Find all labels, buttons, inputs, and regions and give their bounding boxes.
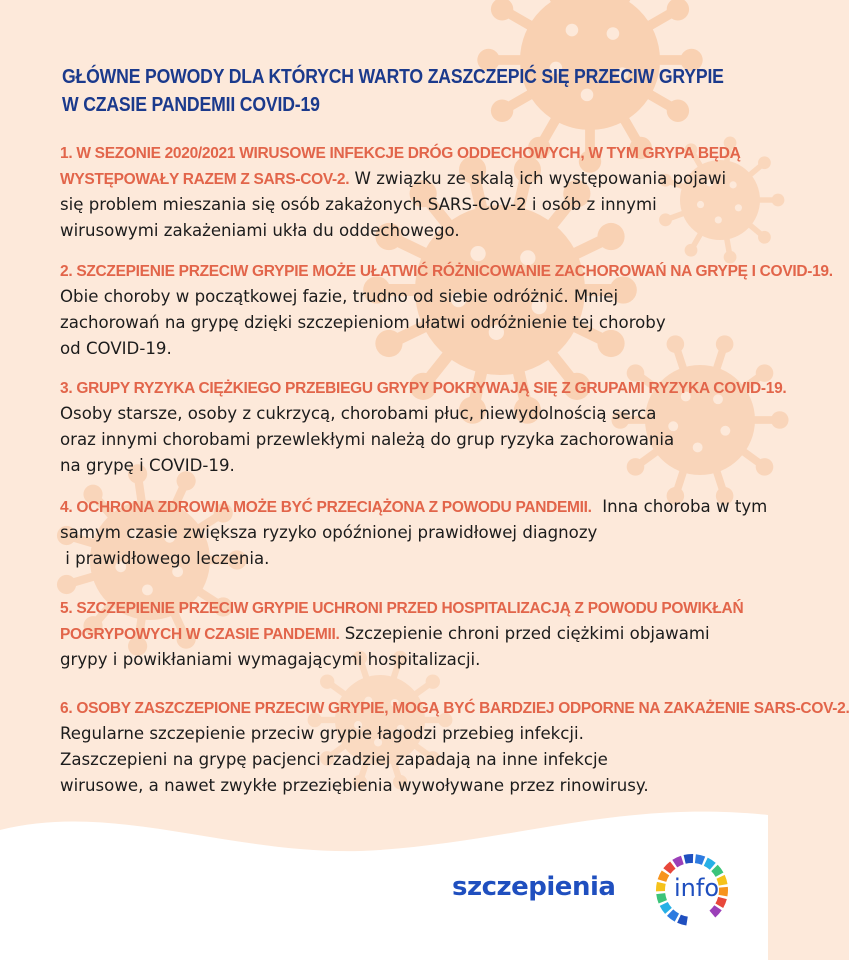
reason-5-text: Szczepienie chroni przed ciężkimi objawami: [339, 624, 710, 643]
page-title: [62, 63, 724, 119]
logo-ring-segment: [709, 905, 721, 917]
reason-5-heading: 5. SZCZEPIENIE PRZECIW GRYPIE UCHRONI PRZED HOSPITALIZACJĄ Z POWODU POWIKŁAŃ: [60, 600, 744, 617]
reason-2-text: Obie choroby w początkowej fazie, trudno od siebie odróżnić. Mniej: [60, 287, 619, 306]
reason-1-text: się problem mieszania się osób zakażonych SARS-CoV-2 i osób z innymi: [60, 195, 657, 214]
reason-6-text: Zaszczepieni na grypę pacjenci rzadziej zapadają na inne infekcje: [60, 750, 608, 769]
logo-ring-segment: [656, 893, 667, 903]
title-line-1: GŁÓWNE POWODY DLA KTÓRYCH WARTO ZASZCZEPIĆ SIĘ PRZECIW GRYPIE: [62, 65, 724, 88]
reason-4-text: i prawidłowego leczenia.: [60, 549, 270, 568]
logo-ring-segment: [704, 858, 716, 870]
reason-4-text: Inna choroba w tym: [591, 497, 768, 516]
logo-ring-segment: [677, 915, 688, 926]
logo-ring-segment: [719, 887, 728, 897]
logo-ring-segment: [663, 861, 675, 873]
logo-ring-segment: [672, 856, 683, 868]
title-line-2: W CZASIE PANDEMII COVID-19: [62, 93, 320, 116]
reason-4: [60, 494, 768, 572]
reason-5: [60, 595, 744, 673]
logo-ring-segment: [695, 854, 705, 865]
logo-ring-segment: [684, 854, 694, 864]
reason-2: [60, 258, 833, 362]
reason-2-text: od COVID-19.: [60, 339, 172, 358]
logo-ring-segment: [660, 902, 672, 914]
reason-1-text: wirusowymi zakażeniami ukła du oddechowego.: [60, 221, 460, 240]
szczepienia-info-logo: [452, 862, 752, 922]
reason-6-text: wirusowe, a nawet zwykłe przeziębienia wywoływane przez rinowirusy.: [60, 776, 649, 795]
logo-info-text: info: [674, 874, 720, 902]
reason-1-heading-cont: WYSTĘPOWAŁY RAZEM Z SARS-COV-2.: [60, 171, 350, 188]
logo-ring-segment: [656, 882, 666, 892]
reason-5-text: grypy i powikłaniami wymagającymi hospitalizacji.: [60, 650, 481, 669]
logo-wordmark: szczepienia: [452, 872, 616, 902]
reason-1-heading: 1. W SEZONIE 2020/2021 WIRUSOWE INFEKCJE DRÓG ODDECHOWYCH, W TYM GRYPA BĘDĄ: [60, 145, 741, 162]
reason-4-text: samym czasie zwiększa ryzyko opóźnionej prawidłowej diagnozy: [60, 523, 598, 542]
reason-3-heading: 3. GRUPY RYZYKA CIĘŻKIEGO PRZEBIEGU GRYPY POKRYWAJĄ SIĘ Z GRUPAMI RYZYKA COVID-19.: [60, 380, 787, 397]
reason-3-text: oraz innymi chorobami przewlekłymi należą do grup ryzyka zachorowania: [60, 430, 675, 449]
reason-2-text: zachorowań na grypę dzięki szczepieniom ułatwi odróżnienie tej choroby: [60, 313, 666, 332]
logo-ring-segment: [658, 871, 670, 882]
reason-5-heading-cont: POGRYPOWYCH W CZASIE PANDEMII.: [60, 626, 340, 643]
reason-6: [60, 695, 849, 799]
reason-3-text: na grypę i COVID-19.: [60, 456, 235, 475]
reason-6-text: Regularne szczepienie przeciw grypie łagodzi przebieg infekcji.: [60, 724, 584, 743]
reason-4-heading: 4. OCHRONA ZDROWIA MOŻE BYĆ PRZECIĄŻONA Z POWODU PANDEMII.: [60, 499, 592, 516]
reason-3-text: Osoby starsze, osoby z cukrzycą, chorobami płuc, niewydolnością serca: [60, 404, 657, 423]
reason-3: [60, 375, 787, 479]
reason-1-text: W związku ze skalą ich występowania pojawi: [349, 169, 727, 188]
reason-1: [60, 140, 741, 244]
reason-2-heading: 2. SZCZEPIENIE PRZECIW GRYPIE MOŻE UŁATWIĆ RÓŻNICOWANIE ZACHOROWAŃ NA GRYPĘ I COVID-19.: [60, 263, 833, 280]
reason-6-heading: 6. OSOBY ZASZCZEPIONE PRZECIW GRYPIE, MOGĄ BYĆ BARDZIEJ ODPORNE NA ZAKAŻENIE SARS-COV-2.: [60, 700, 849, 717]
logo-ring-segment: [667, 909, 679, 921]
